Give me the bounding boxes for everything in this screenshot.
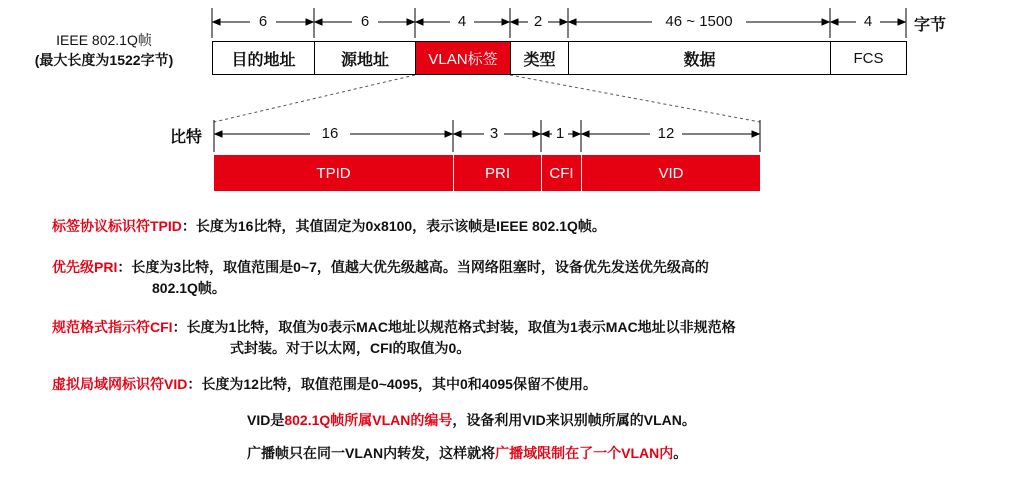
size-vid: 12 xyxy=(657,125,675,142)
size-data: 46 ~ 1500 xyxy=(665,13,733,30)
size-tpid: 16 xyxy=(321,125,339,142)
size-cfi: 1 xyxy=(555,125,565,142)
byte-unit: 字节 xyxy=(914,17,947,34)
desc-tpid-sep: ： xyxy=(181,218,196,234)
size-dest: 6 xyxy=(258,13,268,30)
vid-note1-b: 802.1Q帧所属VLAN的编号 xyxy=(284,412,453,428)
size-fcs: 4 xyxy=(863,13,873,30)
frame-label-title: IEEE 802.1Q帧 xyxy=(56,32,152,48)
desc-pri-text1: 长度为3比特，取值范围是0~7，值越大优先级越高。当网络阻塞时，设备优先发送优先级高的 xyxy=(131,259,709,275)
desc-tpid-text: 长度为16比特，其值固定为0x8100，表示该帧是IEEE 802.1Q帧。 xyxy=(195,218,606,234)
vid-note1-a: VID是 xyxy=(247,412,285,428)
desc-cfi xyxy=(52,317,736,338)
vid-note2-c: 。 xyxy=(673,445,688,461)
desc-tpid-term: 标签协议标识符TPID xyxy=(52,218,182,234)
desc-pri xyxy=(52,257,709,278)
field-vlan-tag: VLAN标签 xyxy=(415,41,511,75)
desc-vid-sep: ： xyxy=(187,376,202,392)
field-tpid: TPID xyxy=(316,164,351,182)
desc-pri-line2: 802.1Q帧。 xyxy=(152,280,226,296)
field-src-address: 源地址 xyxy=(314,41,416,75)
desc-vid-note1 xyxy=(247,410,696,431)
desc-cfi-term: 规范格式指示符CFI xyxy=(52,319,173,335)
field-pri: PRI xyxy=(484,164,510,182)
vid-note1-c: ，设备利用VID来识别帧所属的VLAN。 xyxy=(452,412,696,428)
field-vid: VID xyxy=(658,164,684,182)
size-vlan: 4 xyxy=(457,13,467,30)
field-fcs: FCS xyxy=(830,41,907,75)
size-src: 6 xyxy=(360,13,370,30)
desc-vid-text: 长度为12比特，取值范围是0~4095，其中0和4095保留不使用。 xyxy=(201,376,597,392)
vlan-tag-bits xyxy=(214,155,760,191)
desc-pri-term: 优先级PRI xyxy=(52,259,118,275)
field-cfi: CFI xyxy=(549,164,574,182)
desc-tpid xyxy=(52,216,606,237)
field-type: 类型 xyxy=(510,41,569,75)
desc-vid-note2 xyxy=(247,443,687,464)
desc-cfi-line2: 式封装。对于以太网，CFI的取值为0。 xyxy=(230,340,471,356)
desc-cfi-sep: ： xyxy=(172,319,187,335)
desc-vid xyxy=(52,374,597,395)
bit-unit: 比特 xyxy=(170,129,203,146)
desc-pri-sep: ： xyxy=(117,259,132,275)
size-type: 2 xyxy=(533,13,543,30)
frame-label-subtitle: (最大长度为1522字节) xyxy=(34,52,174,68)
field-dest-address: 目的地址 xyxy=(212,41,315,75)
size-pri: 3 xyxy=(489,125,499,142)
field-data: 数据 xyxy=(568,41,831,75)
desc-cfi-text1: 长度为1比特，取值为0表示MAC地址以规范格式封装，取值为1表示MAC地址以非规范格 xyxy=(186,319,736,335)
vid-note2-b: 广播域限制在了一个VLAN内 xyxy=(495,445,674,461)
desc-vid-term: 虚拟局域网标识符VID xyxy=(52,376,188,392)
vid-note2-a: 广播帧只在同一VLAN内转发，这样就将 xyxy=(247,445,496,461)
